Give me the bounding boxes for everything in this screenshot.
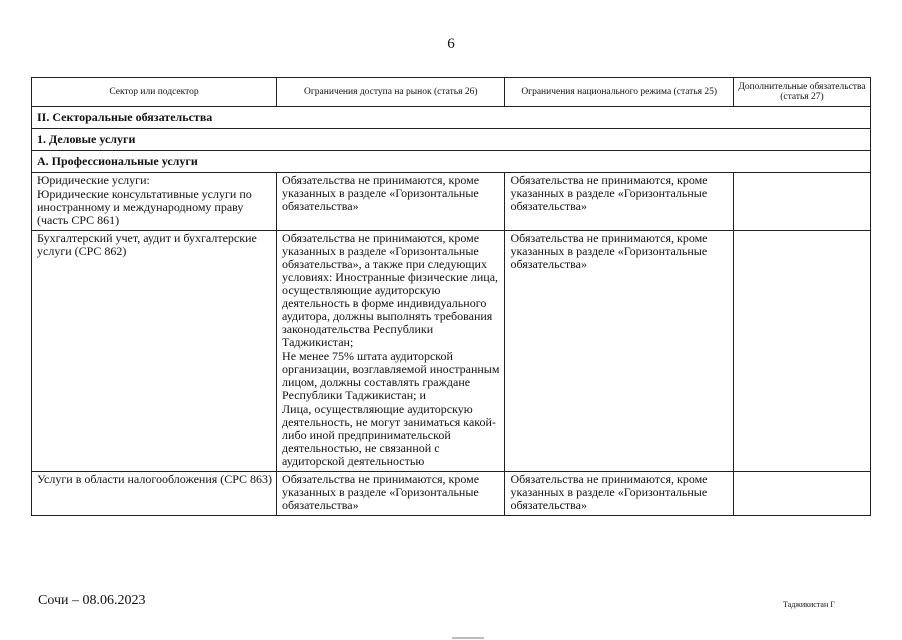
cell-paragraph: Юридические консультативные услуги по иностранному и международному праву (часть CPC 861) (37, 187, 252, 227)
cell-sector (32, 231, 277, 472)
cell-additional (733, 472, 870, 516)
schedule-table (31, 77, 871, 516)
cell-national-treatment (505, 173, 733, 231)
section-title: II. Секторальные обязательства (32, 107, 871, 129)
section-row-business (32, 129, 871, 151)
cell-market-access (277, 472, 505, 516)
footer-location-date: Сочи – 08.06.2023 (38, 593, 146, 608)
header-additional-commitments: Дополнительные обязательства (статья 27) (733, 78, 870, 107)
header-market-access: Ограничения доступа на рынок (статья 26) (277, 78, 505, 107)
cell-paragraph: Обязательства не принимаются, кроме указанных в разделе «Горизонтальные обязательства» (510, 472, 708, 512)
page-bottom-mark (452, 634, 484, 640)
cell-market-access (277, 173, 505, 231)
cell-paragraph: Обязательства не принимаются, кроме указанных в разделе «Горизонтальные обязательства» (282, 173, 480, 213)
table-header-row (32, 78, 871, 107)
section-title: А. Профессиональные услуги (32, 151, 871, 173)
header-national-treatment: Ограничения национального режима (статья 25) (505, 78, 733, 107)
cell-paragraph: Не менее 75% штата аудиторской организации, возглавляемой иностранным лицом, должны составлять граждане Республики Таджикистан; и (282, 349, 500, 402)
cell-national-treatment (505, 472, 733, 516)
cell-paragraph: Услуги в области налогообложения (CPC 863) (37, 472, 272, 486)
cell-paragraph: Обязательства не принимаются, кроме указанных в разделе «Горизонтальные обязательства» (510, 231, 708, 271)
page-number: 6 (447, 36, 455, 52)
cell-paragraph: Обязательства не принимаются, кроме указанных в разделе «Горизонтальные обязательства» (510, 173, 708, 213)
cell-paragraph: Обязательства не принимаются, кроме указанных в разделе «Горизонтальные обязательства» (282, 472, 480, 512)
cell-national-treatment (505, 231, 733, 472)
cell-sector (32, 472, 277, 516)
cell-paragraph: Обязательства не принимаются, кроме указанных в разделе «Горизонтальные обязательства», а также при следующих условиях: Иностранные физические лица, осуществляющие аудиторскую деятельность в форме индивидуального аудитора, должны выполнять требования законодательства Республики Таджикистан; (282, 231, 499, 349)
cell-paragraph: Бухгалтерский учет, аудит и бухгалтерские услуги (CPC 862) (37, 231, 257, 258)
cell-paragraph: Лица, осуществляющие аудиторскую деятельность, не могут заниматься какой-либо иной предпринимательской деятельностью, не связанной с аудиторской деятельностью (282, 402, 496, 468)
table-row (32, 231, 871, 472)
cell-paragraph: Юридические услуги: (37, 173, 150, 187)
header-sector: Сектор или подсектор (32, 78, 277, 107)
cell-sector (32, 173, 277, 231)
section-row-sectoral (32, 107, 871, 129)
cell-market-access (277, 231, 505, 472)
footer-country-code: Таджикистан Г (783, 600, 835, 609)
table-row (32, 173, 871, 231)
cell-additional (733, 231, 870, 472)
section-row-professional (32, 151, 871, 173)
cell-additional (733, 173, 870, 231)
section-title: 1. Деловые услуги (32, 129, 871, 151)
table-row (32, 472, 871, 516)
